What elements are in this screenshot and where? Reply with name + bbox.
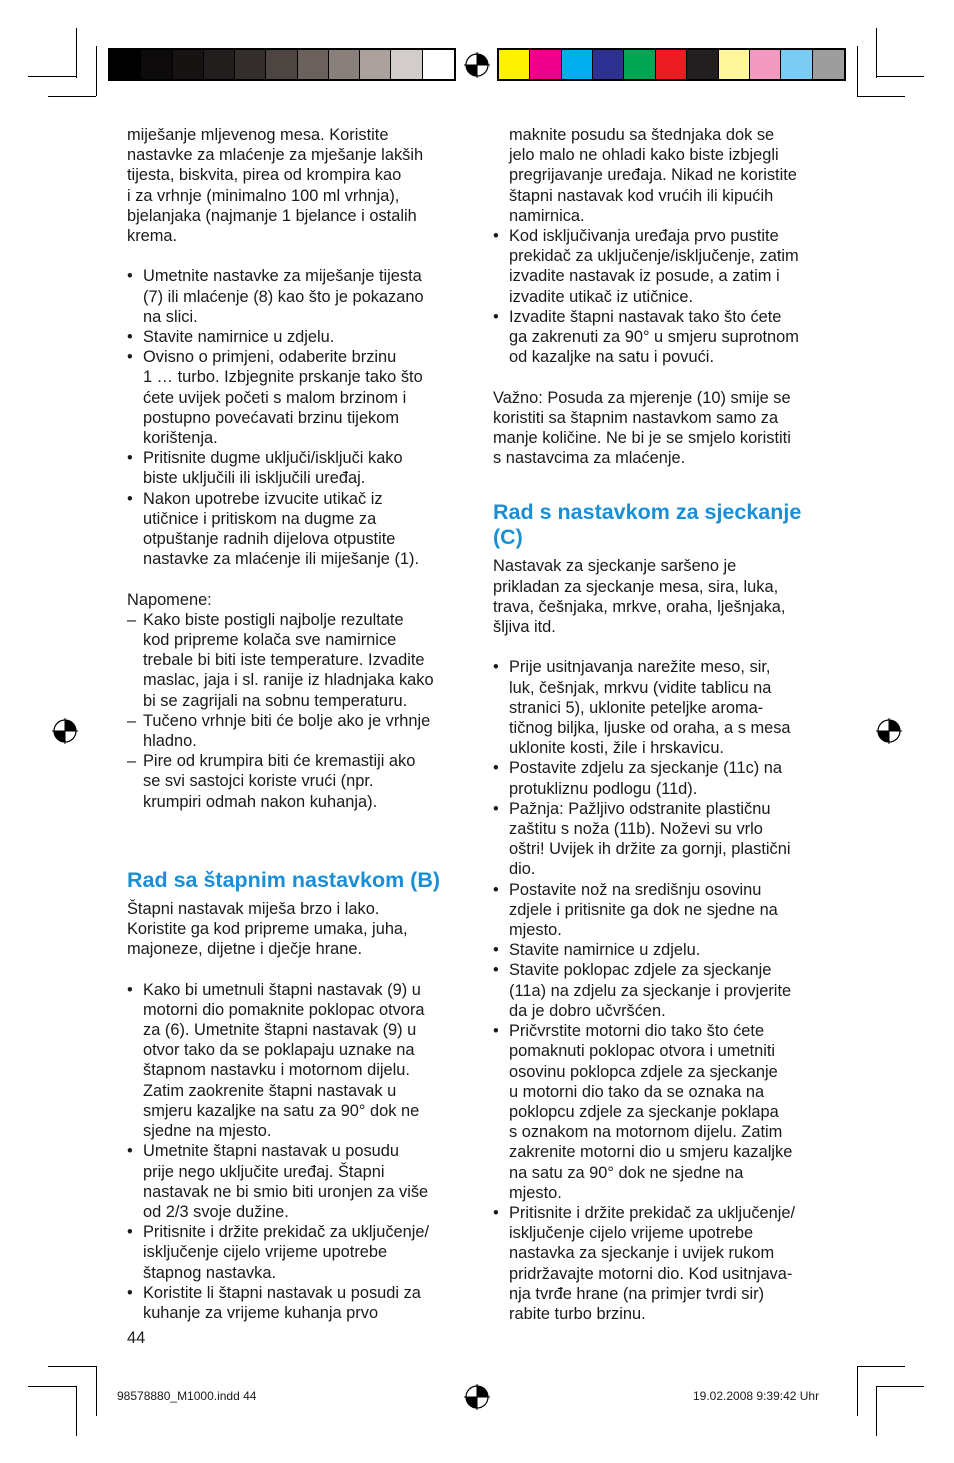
list-item: • Izvadite štapni nastavak tako što ćete ga zakrenuti za 90° u smjeru suprotnom od kazaljke na satu i povući. <box>493 307 838 368</box>
continued-paragraph: maknite posudu sa štednjaka dok se jelo malo ne ohladi kako biste izbjegli pregrijavanje uređaja. Nikad ne koristite štapni nastavak kod vrućih ili kipućih namirnica. <box>509 126 797 225</box>
list-item: • Kod isključivanja uređaja prvo pustite prekidač za uključenje/isključenje, zatim izvadite nastavak iz posude, a zatim i izvadite utikač iz utičnice. <box>493 226 838 307</box>
color-swatch <box>562 50 593 79</box>
section-heading-c: Rad s nastavkom za sjeckanje (C) <box>493 500 802 550</box>
color-swatch <box>329 50 360 79</box>
registration-mark-icon <box>52 718 78 744</box>
section-heading-b: Rad sa štapnim nastavkom (B) <box>127 867 441 892</box>
color-swatch <box>298 50 329 79</box>
list-item: • Prije usitnjavanja narežite meso, sir, luk, češnjak, mrkvu (vidite tablicu na stranici 5), uklonite peteljke aroma- tičnog bilјka, ljuske od oraha, a s mesa uklonite kosti, žile i hrskavicu. <box>493 657 838 758</box>
list-item: • Nakon upotrebe izvucite utikač iz utičnice i pritiskom na dugme za otpuštanje radnih dijelova otpustite nastavke za mlaćenje ili miješanje (1). <box>127 489 467 570</box>
crop-mark <box>857 1366 905 1367</box>
color-swatch <box>750 50 781 79</box>
list-item: • Pritisnite dugme uključi/isključi kako biste uključili ili isključili uređaj. <box>127 448 467 488</box>
list-item: • Umetnite štapni nastavak u posudu prije nego uključite uređaj. Štapni nastavak ne bi smio biti uronjen za više od 2/3 svoje dužine. <box>127 1141 467 1222</box>
section-c-list <box>493 657 838 1324</box>
crop-mark <box>857 96 905 97</box>
color-swatch <box>141 50 172 79</box>
crop-mark <box>76 1386 77 1436</box>
color-swatch <box>656 50 687 79</box>
crop-mark <box>28 1386 76 1387</box>
right-column <box>493 125 838 1324</box>
notes-label: Napomene: <box>127 590 212 609</box>
list-item: • Pritisnite i držite prekidač za uključenje/ isključenje cijelo vrijeme upotrebe nastavka za sjeckanje i uvijek rukom pridržavajte motorni dio. Kod usitnjava- nja tvrđe hrane (na primjer tvrdi sir) rabite turbo brzinu. <box>493 1203 838 1324</box>
color-swatch <box>360 50 391 79</box>
section-b-list-continued <box>493 226 838 367</box>
section-b-intro: Štapni nastavak miješa brzo i lako. Koristite ga kod pripreme umaka, juha, majoneze, dijetne i dječje hrane. <box>127 899 408 959</box>
crop-mark <box>876 28 877 78</box>
list-item: • Pažnja: Pažljivo odstranite plastičnu zaštitu s noža (11b). Noževi su vrlo oštri! Uvijek ih držite za gornji, plastični dio. <box>493 799 838 880</box>
list-item: • Kako bi umetnuli štapni nastavak (9) u motorni dio pomaknite poklopac otvora za (6). Umetnite štapni nastavak (9) u otvor tako da se poklapaju uznake na štapnom nastavku i motornom dijelu. Zatim zaokrenite štapni nastavak u smjeru kazaljke na satu za 90° dok ne sjedne na mjesto. <box>127 980 467 1142</box>
list-item: • Umetnite nastavke za miješanje tijesta (7) ili mlaćenje (8) kao što je pokazano na slici. <box>127 266 467 327</box>
list-item: • Pritisnite i držite prekidač za uključenje/ isključenje cijelo vrijeme upotrebe štapnog nastavka. <box>127 1222 467 1283</box>
file-slug: 98578880_M1000.indd 44 <box>117 1389 257 1403</box>
color-swatch <box>204 50 235 79</box>
list-item: • Ovisno o primjeni, odaberite brzinu 1 … turbo. Izbjegnite prskanje tako što ćete uvijek početi s malom brzinom i postupno povećavati brzinu tijekom korištenja. <box>127 347 467 448</box>
list-item: • Postavite zdjelu za sjeckanje (11c) na protukliznu podlogu (11d). <box>493 758 838 798</box>
page-number: 44 <box>127 1329 146 1347</box>
crop-mark <box>48 1366 96 1367</box>
process-color-bar <box>497 48 846 81</box>
crop-mark <box>48 96 96 97</box>
crop-mark <box>96 46 97 96</box>
list-item: – Tučeno vrhnje biti će bolje ako je vrhnje hladno. <box>127 711 467 751</box>
notes-list <box>127 610 467 812</box>
color-swatch <box>391 50 422 79</box>
crop-mark <box>876 76 924 77</box>
color-swatch <box>266 50 297 79</box>
grayscale-color-bar <box>108 48 456 81</box>
crop-mark <box>876 1386 924 1387</box>
section-c-intro: Nastavak za sjeckanje saršeno je prikladan za sjeckanje mesa, sira, luka, trava, češnjaka, mrkve, oraha, lješnjaka, šljiva itd. <box>493 557 786 637</box>
instruction-list <box>127 266 467 569</box>
list-item: • Stavite poklopac zdjele za sjeckanje (11a) na zdjelu za sjeckanje i provjerite da je dobro učvršćen. <box>493 960 838 1021</box>
important-note: Važno: Posuda za mjerenje (10) smije se koristiti sa štapnim nastavkom samo za manje količine. Ne bi je se smjelo koristiti s nastavcima za mlaćenje. <box>493 388 791 468</box>
crop-mark <box>76 28 77 78</box>
list-item: • Stavite namirnice u zdjelu. <box>493 940 838 960</box>
list-item: – Kako biste postigli najbolje rezultate kod pripreme kolača sve namirnice trebale bi biti iste temperature. Izvadite maslac, jaja i sl. ranije iz hladnjaka kako bi se zagrijali na sobnu temperaturu. <box>127 610 467 711</box>
color-swatch <box>423 50 454 79</box>
registration-mark-icon <box>464 52 490 78</box>
registration-mark-icon <box>464 1384 490 1410</box>
color-swatch <box>813 50 844 79</box>
date-slug: 19.02.2008 9:39:42 Uhr <box>693 1389 820 1403</box>
color-swatch <box>235 50 266 79</box>
color-swatch <box>719 50 750 79</box>
color-swatch <box>173 50 204 79</box>
list-item: • Pričvrstite motorni dio tako što ćete pomaknuti poklopac otvora i umetniti osovinu poklopca zdjele za sjeckanje u motorni dio tako da se oznaka na poklopcu zdjele za sjeckanje poklapa s oznakom na motornom dijelu. Zatim zakrenite motorni dio u smjeru kazaljke na satu za 90° dok ne sjedne na mjesto. <box>493 1021 838 1203</box>
intro-paragraph: miješanje mljevenog mesa. Koristite nastavke za mlaćenje za mješanje lakših tijesta, biskvita, pirea od krompira kao i za vrhnje (minimalno 100 ml vrhnja), bjelanjaka (najmanje 1 bjelance i ostalih krema. <box>127 126 424 246</box>
color-swatch <box>499 50 530 79</box>
color-swatch <box>110 50 141 79</box>
list-item: • Postavite nož na središnju osovinu zdjele i pritisnite ga dok ne sjedne na mjesto. <box>493 880 838 941</box>
color-swatch <box>593 50 624 79</box>
color-swatch <box>530 50 561 79</box>
color-swatch <box>781 50 812 79</box>
crop-mark <box>857 1366 858 1416</box>
crop-mark <box>857 46 858 96</box>
section-b-list <box>127 980 467 1323</box>
list-item: • Stavite namirnice u zdjelu. <box>127 327 467 347</box>
crop-mark <box>28 76 76 77</box>
list-item: • Koristite li štapni nastavak u posudi za kuhanje za vrijeme kuhanja prvo <box>127 1283 467 1323</box>
crop-mark <box>96 1366 97 1416</box>
list-item: – Pire od krumpira biti će kremastiji ako se svi sastojci koriste vrući (npr. krumpiri odmah nakon kuhanja). <box>127 751 467 812</box>
color-swatch <box>624 50 655 79</box>
registration-mark-icon <box>876 718 902 744</box>
color-swatch <box>687 50 718 79</box>
left-column <box>127 125 467 1323</box>
crop-mark <box>876 1386 877 1436</box>
